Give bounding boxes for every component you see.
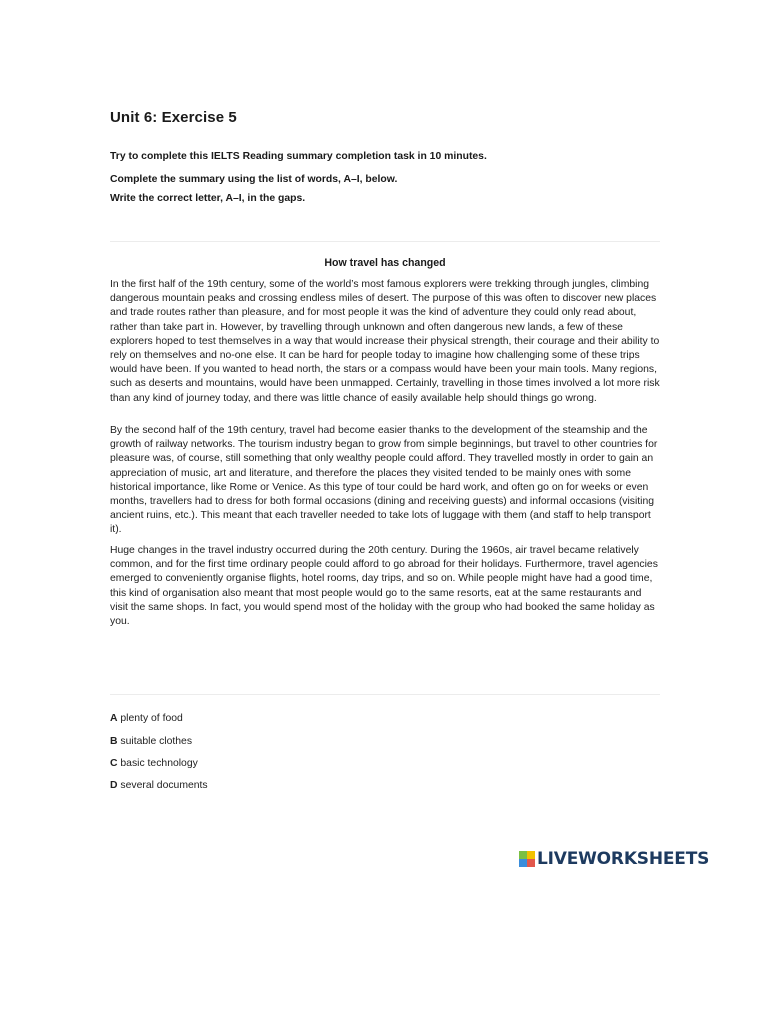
option-b: [110, 736, 192, 747]
passage-paragraph-2: By the second half of the 19th century, travel had become easier thanks to the development of the steamship and the growth of railway networks. The tourism industry began to grow from simple beginnings, but travel to other countries for pleasure was, of course, still something that only wealthy people could afford. They travelled mostly in order to gain an appreciation of music, art and literature, and therefore the places they visited tended to be mainly ones with some historical importance, like Rome or Venice. As this type of tour could be hard work, and often go on for weeks or even months, travellers had to dress for both formal occasions (dining and receiving guests) and informal occasions (visiting ancient ruins, etc.). This meant that each traveller needed to take lots of luggage with them (and staff to help transport it).: [110, 425, 658, 536]
option-letter: A: [110, 713, 118, 724]
option-letter: D: [110, 780, 118, 791]
liveworksheets-logo: [519, 849, 709, 869]
passage-paragraph-3: Huge changes in the travel industry occurred during the 20th century. During the 1960s, air travel became relatively common, and for the first time ordinary people could afford to go abroad for their holidays. Furthermore, travel agencies emerged to conveniently organise flights, hotel rooms, day trips, and so on. While people might have had a good time, this kind of organisation also meant that most people would go to the same resorts, eat at the same restaurants and visit the same shops. In fact, you would spend most of the holiday with the group who had booked the same holiday as you.: [110, 545, 658, 628]
logo-text: LIVEWORKSHEETS: [537, 849, 710, 869]
page-title: Unit 6: Exercise 5: [110, 109, 237, 126]
divider-bottom: [110, 694, 660, 695]
liveworksheets-logo-icon: [519, 851, 535, 867]
option-text: several documents: [120, 780, 208, 791]
passage-paragraph-1: In the first half of the 19th century, some of the world’s most famous explorers were trekking through jungles, climbing dangerous mountain peaks and crossing endless miles of desert. The purpose of this was often to discover new places and trade routes rather than pleasure, and for most people it was the kind of adventure they could only read about, rather than take part in. However, by travelling through unknown and often dangerous new lands, a few of these explorers hoped to test themselves in a way that would increase their physical strength, their courage and their ability to rely on themselves and no-one else. It can be hard for people today to imagine how challenging some of these trips would have been. If you wanted to head north, the stars or a compass would have been your main tools. Many regions, such as deserts and mountains, would have been unmapped. Certainly, travelling in those times involved a lot more risk than any kind of journey today, and there was little chance of easily available help should things go wrong.: [110, 279, 660, 404]
logo-square-1: [519, 851, 527, 859]
logo-square-2: [527, 851, 535, 859]
option-text: basic technology: [120, 758, 198, 769]
option-text: plenty of food: [120, 713, 183, 724]
option-letter: C: [110, 758, 118, 769]
logo-square-4: [527, 859, 535, 867]
option-c: [110, 758, 198, 769]
instruction-write: Write the correct letter, A–I, in the gaps.: [110, 193, 306, 204]
option-a: [110, 713, 183, 724]
logo-square-3: [519, 859, 527, 867]
divider-top: [110, 241, 660, 242]
passage-title: How travel has changed: [324, 257, 446, 269]
instruction-complete: Complete the summary using the list of words, A–I, below.: [110, 174, 398, 185]
option-letter: B: [110, 736, 118, 747]
option-text: suitable clothes: [120, 736, 193, 747]
option-d: [110, 780, 208, 791]
instruction-time: Try to complete this IELTS Reading summary completion task in 10 minutes.: [110, 151, 487, 162]
